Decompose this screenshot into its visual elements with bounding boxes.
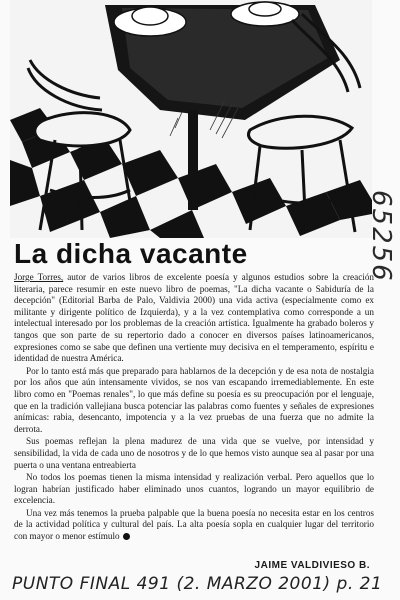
author-name: Jorge Torres, bbox=[14, 272, 64, 282]
article-paragraph-2: Por lo tanto está más que preparado para hablarnos de la decepción y de esa nota de nostalgia por los años que aún intensamente vividos, se nos van escapando irremediablemente. En este libro como en "Poemas renales", lo que más define su poesía es su preocupación por el lenguaje, que en la tradición vallejiana busca potenciar las palabras como fuentes y señales de expresiones anímicas: rabia, desencanto, impotencia y a la vez pruebas de una fuerza que no admite la derrota. bbox=[14, 365, 374, 434]
article-paragraph-1 bbox=[14, 272, 374, 365]
article-paragraph-4: No todos los poemas tienen la misma intensidad y realización verbal. Pero aquellos que lo logran habrían justificado haber eliminado unos cuantos, logrando un mayor equilibrio de excelencia. bbox=[14, 472, 374, 506]
archive-number-text: 65256 bbox=[366, 190, 396, 283]
handwritten-archive-number bbox=[366, 190, 398, 350]
article-byline: JAIME VALDIVIESO B. bbox=[254, 560, 370, 571]
article-body bbox=[14, 272, 374, 544]
cafe-table-illustration bbox=[10, 0, 372, 238]
paragraph-5-text: Una vez más tenemos la prueba palpable que la buena poesía no necesita estar en los centros de la actividad política y cultural del país. La alta poesía sopla en cualquier lugar del territorio con mayor o menor estímulo bbox=[14, 507, 374, 542]
paragraph-1-text: autor de varios libros de excelente poesía y algunos estudios sobre la creación literaria, parece resumir en este nuevo libro de poemas, "La dicha vacante o Sabiduría de la decepción" (Editorial Barba de Palo, Valdivia 2000) una vida activa (especialmente como ex militante y dirigente político de Izquierda), y a la vez contemplativa como corresponde a un intelectual interesado por los problemas de la creación artística. Igualmente ha grabado boleros y tangos que son parte de su repertorio dado a conocer en diversos países latinoamericanos, expresiones como se sabe que definen una vertiente muy decisiva en el temperamento, espíritu e identidad de nuestra América. bbox=[14, 272, 375, 364]
end-bullet-icon bbox=[123, 533, 130, 540]
article-paragraph-3: Sus poemas reflejan la plena madurez de una vida que se vuelve, por intensidad y sensibilidad, la vida de cada uno de nosotros y de lo que hemos visto aunque sea al pasar por una puerta o una ventana entreabierta bbox=[14, 436, 374, 470]
article-paragraph-5 bbox=[14, 508, 374, 543]
handwritten-source-note: PUNTO FINAL 491 (2. MARZO 2001) p. 21 bbox=[12, 574, 383, 594]
cafe-table-drawing bbox=[10, 0, 372, 238]
article-headline: La dicha vacante bbox=[14, 238, 248, 269]
